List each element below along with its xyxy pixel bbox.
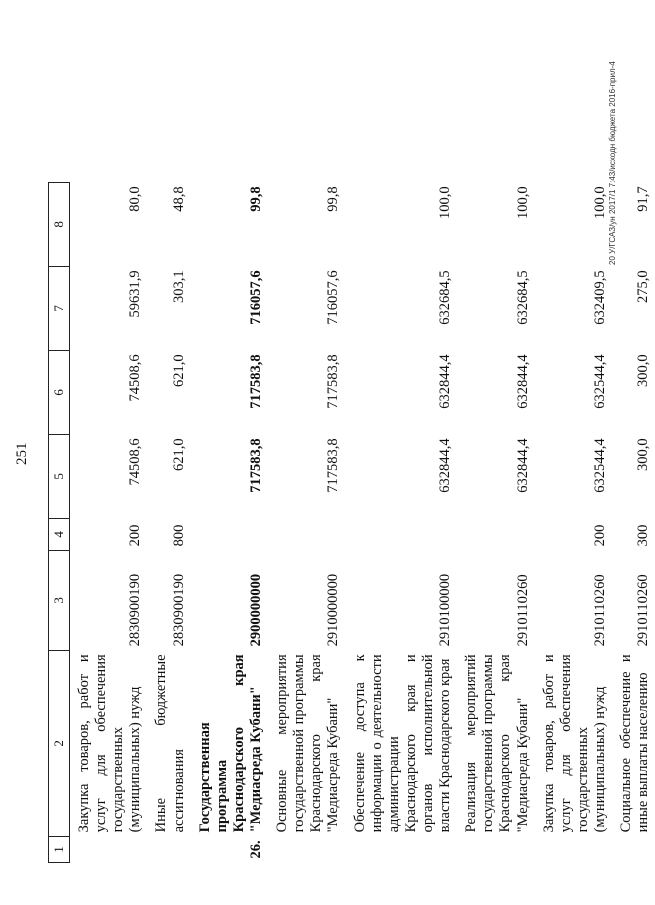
row-value-col8: 99,8 — [325, 186, 342, 212]
row-value-col6: 632544,4 — [591, 354, 608, 409]
row-expense-type: 800 — [170, 524, 187, 547]
row-expense-type: 200 — [127, 524, 144, 547]
row-number — [147, 836, 190, 862]
row-value-col6: 621,0 — [170, 354, 187, 387]
header-col-8: 8 — [49, 182, 70, 266]
row-value-col8: 48,8 — [170, 186, 187, 212]
row-name: Закупка товаров, работ и услуг для обеспечения государственных (муниципальных) нужд — [76, 654, 144, 833]
row-expense-type: 200 — [591, 524, 608, 547]
row-code: 2910000000 — [325, 573, 342, 647]
table-row — [535, 182, 612, 862]
row-value-col6: 632844,4 — [514, 354, 531, 409]
row-value-col7: 716057,6 — [325, 270, 342, 325]
row-value-col7: 632409,5 — [591, 270, 608, 325]
header-col-5: 5 — [49, 434, 70, 518]
row-value-col8: 100,0 — [591, 186, 608, 219]
row-value-col5: 621,0 — [170, 438, 187, 471]
row-name: Иные бюджетные ассигнования — [153, 654, 187, 833]
row-value-col6: 300,0 — [635, 354, 652, 387]
row-value-col5: 632844,4 — [437, 438, 454, 493]
row-name: Закупка товаров, работ и услуг для обеспечения государственных (муниципальных) нужд — [540, 654, 608, 833]
row-number — [346, 836, 458, 862]
row-name: Основные мероприятия государственной программы Краснодарского края "Медиасреда Кубани" — [274, 654, 342, 833]
row-value-col7: 632684,5 — [514, 270, 531, 325]
header-col-2: 2 — [49, 650, 70, 836]
row-value-col8: 100,0 — [437, 186, 454, 219]
row-name: Обеспечение доступа к информации о деятельности администрации Краснодарского края и органов исполнительной власти Краснодарского края — [351, 654, 454, 833]
row-code: 2910110260 — [591, 574, 608, 647]
table-row — [70, 182, 148, 862]
row-value-col5: 717583,8 — [247, 438, 264, 493]
header-col-7: 7 — [49, 266, 70, 350]
row-expense-type — [346, 518, 458, 550]
row-code: 2910100000 — [437, 573, 454, 647]
row-number — [457, 836, 534, 862]
row-number — [268, 836, 345, 862]
row-code: 2900000000 — [247, 573, 264, 647]
row-expense-type: 300 — [635, 524, 652, 547]
row-value-col5: 632844,4 — [514, 438, 531, 493]
table-row — [457, 182, 534, 862]
table-row — [346, 182, 458, 862]
header-col-6: 6 — [49, 350, 70, 434]
row-expense-type — [268, 518, 345, 550]
header-col-3: 3 — [49, 550, 70, 650]
row-number — [612, 836, 655, 862]
header-col-1: 1 — [49, 836, 70, 862]
row-value-col6: 717583,8 — [247, 354, 264, 409]
row-value-col6: 74508,6 — [127, 354, 144, 402]
table-row — [147, 182, 190, 862]
row-name: Реализация мероприятий государственной программы Краснодарского края "Медиасреда Кубани" — [463, 654, 531, 833]
row-expense-type — [457, 518, 534, 550]
row-value-col6: 632844,4 — [437, 354, 454, 409]
row-value-col5: 632544,4 — [591, 438, 608, 493]
row-value-col8: 100,0 — [514, 186, 531, 219]
row-expense-type — [191, 518, 268, 550]
table-row — [612, 182, 655, 862]
page-number: 251 — [14, 442, 30, 465]
row-value-col7: 275,0 — [635, 270, 652, 303]
row-value-col7: 59631,9 — [127, 270, 144, 318]
row-value-col8: 80,0 — [127, 186, 144, 212]
row-value-col5: 300,0 — [635, 438, 652, 471]
table-row — [191, 182, 268, 862]
budget-table — [48, 182, 655, 863]
row-name: Государственная программа Краснодарского края "Медиасреда Кубани" — [196, 654, 264, 833]
row-number: 26. — [247, 840, 264, 859]
table-row — [268, 182, 345, 862]
footer-note: 20 У/ГСАЗ/ун 2017/1 7:43/исходн бюджета 2016-прил-4 — [608, 61, 617, 265]
row-value-col7: 632684,5 — [437, 270, 454, 325]
row-code: 2830900190 — [127, 573, 144, 647]
row-name: Социальное обеспечение и иные выплаты населению — [618, 654, 652, 833]
row-number — [70, 836, 148, 862]
row-value-col7: 303,1 — [170, 270, 187, 303]
row-value-col5: 74508,6 — [127, 438, 144, 486]
row-code: 2910110260 — [514, 574, 531, 647]
table-header-row — [49, 182, 70, 862]
header-col-4: 4 — [49, 518, 70, 550]
row-value-col7: 716057,6 — [247, 270, 264, 325]
row-number — [535, 836, 612, 862]
row-value-col6: 717583,8 — [325, 354, 342, 409]
row-code: 2830900190 — [170, 573, 187, 647]
row-code: 2910110260 — [635, 574, 652, 647]
row-value-col8: 91,7 — [635, 186, 652, 212]
row-value-col5: 717583,8 — [325, 438, 342, 493]
row-value-col8: 99,8 — [247, 186, 264, 212]
